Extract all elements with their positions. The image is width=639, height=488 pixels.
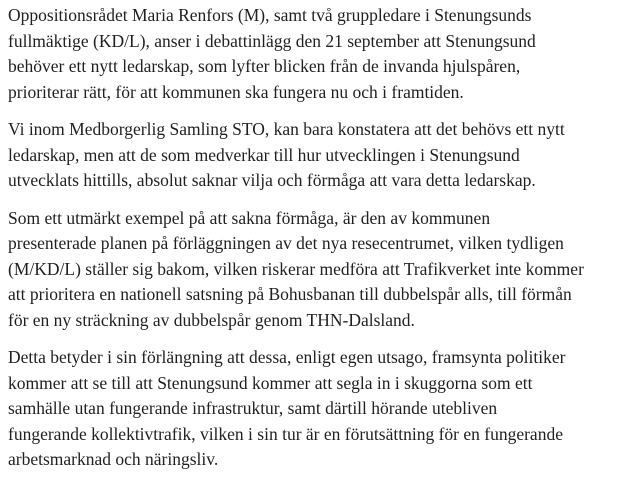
text-line: fungerande kollektivtrafik, vilken i sin tur är en förutsättning för en fungerande <box>8 423 563 444</box>
text-line: presenterade planen på förläggningen av det nya resecentrumet, vilken tydligen <box>8 233 564 253</box>
paragraph-4 <box>8 345 638 473</box>
text-line: Vi inom Medborgerlig Samling STO, kan bara konstatera att det behövs ett nytt <box>8 119 565 139</box>
text-line: Oppositionsrådet Maria Renfors (M), samt två gruppledare i Stenungsunds <box>8 5 532 25</box>
text-line: för en ny sträckning av dubbelspår genom THN-Dalsland. <box>8 309 415 330</box>
text-line: fullmäktige (KD/L), anser i debattinlägg den 21 september att Stenungsund <box>8 30 536 51</box>
article-body <box>8 3 638 485</box>
text-line: att prioritera en nationell satsning på Bohusbanan till dubbelspår alls, till förmån <box>8 284 572 304</box>
text-line: (M/KD/L) ställer sig bakom, vilken riskerar medföra att Trafikverket inte kommer <box>8 258 584 279</box>
paragraph-3 <box>8 206 638 334</box>
text-line: behöver ett nytt ledarskap, som lyfter blicken från de invanda hjulspåren, <box>8 56 521 76</box>
paragraph-2 <box>8 117 638 194</box>
text-line: Som ett utmärkt exempel på att sakna förmåga, är den av kommunen <box>8 207 491 228</box>
text-line: utvecklats hittills, absolut saknar vilja och förmåga att vara detta ledarskap. <box>8 170 536 190</box>
text-line: prioriterar rätt, för att kommunen ska fungera nu och i framtiden. <box>8 81 464 102</box>
text-line: samhälle utan fungerande infrastruktur, samt därtill hörande utebliven <box>8 398 498 418</box>
text-line: ledarskap, men att de som medverkar till hur utvecklingen i Stenungsund <box>8 144 520 165</box>
paragraph-1 <box>8 3 638 105</box>
text-line: arbetsmarknad och näringsliv. <box>8 449 219 469</box>
text-line: Detta betyder i sin förlängning att dessa, enligt egen utsago, framsynta politiker <box>8 347 566 367</box>
text-line: kommer att se till att Stenungsund kommer att segla in i skuggorna som ett <box>8 372 533 393</box>
